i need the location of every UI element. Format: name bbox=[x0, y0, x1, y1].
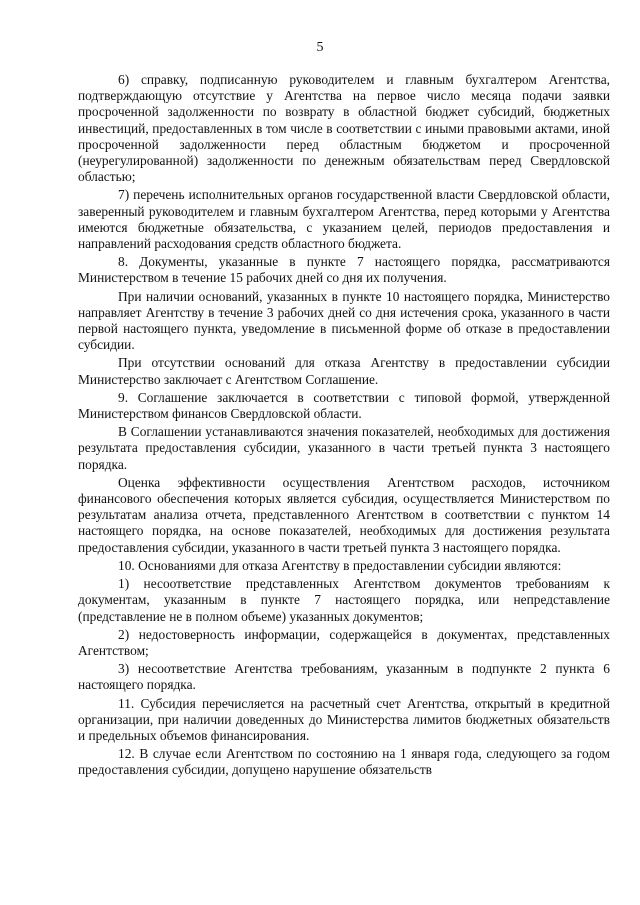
list-item-ground-3: 3) несоответствие Агентства требованиям, указанным в подпункте 2 пункта 6 настоящего порядка. bbox=[78, 661, 610, 693]
paragraph-agreement-conclusion: При отсутствии оснований для отказа Агентству в предоставлении субсидии Министерство заключает с Агентством Соглашение. bbox=[78, 355, 610, 387]
document-body bbox=[78, 72, 610, 779]
paragraph-efficiency-evaluation: Оценка эффективности осуществления Агентством расходов, источником финансового обеспечения которых является субсидия, осуществляется Министерством по результатам анализа отчета, представленного Агентством в соответствии с пунктом 14 настоящего порядка, на основе показателей, необходимых для достижения результата предоставления субсидии, указанного в части третьей пункта 3 настоящего порядка. bbox=[78, 474, 610, 555]
page-number: 5 bbox=[316, 40, 324, 55]
paragraph-12-violation: 12. В случае если Агентством по состоянию на 1 января года, следующего за годом предоставления субсидии, допущено нарушение обязательств bbox=[78, 746, 610, 778]
paragraph-8-review-period: 8. Документы, указанные в пункте 7 настоящего порядка, рассматриваются Министерством в течение 15 рабочих дней со дня их получения. bbox=[78, 254, 610, 286]
paragraph-indicators: В Соглашении устанавливаются значения показателей, необходимых для достижения результата предоставления субсидии, указанного в части третьей пункта 3 настоящего порядка. bbox=[78, 424, 610, 472]
paragraph-10-refusal-grounds: 10. Основаниями для отказа Агентству в предоставлении субсидии являются: bbox=[118, 557, 562, 573]
paragraph-refusal-notice: При наличии оснований, указанных в пункте 10 настоящего порядка, Министерство направляет Агентству в течение 3 рабочих дней со дня истечения срока, указанного в части первой настоящего пункта, уведомление в письменной форме об отказе в предоставлении субсидии. bbox=[78, 288, 610, 353]
paragraph-6-certificate: 6) справку, подписанную руководителем и главным бухгалтером Агентства, подтверждающую отсутствие у Агентства на первое число месяца подачи заявки просроченной задолженности по возврату в областной бюджет субсидий, бюджетных инвестиций, предоставленных в том числе в соответствии с иными правовыми актами, иной просроченной задолженности перед областным бюджетом и просроченной (неурегулированной) задолженности по денежным обязательствам перед Свердловской областью; bbox=[78, 72, 610, 185]
paragraph-11-transfer: 11. Субсидия перечисляется на расчетный счет Агентства, открытый в кредитной организации, при наличии доведенных до Министерства лимитов бюджетных обязательств и предельных объемов финансирования. bbox=[78, 695, 610, 743]
list-item-ground-2: 2) недостоверность информации, содержащейся в документах, представленных Агентством; bbox=[78, 626, 610, 658]
paragraph-9-standard-form: 9. Соглашение заключается в соответствии с типовой формой, утвержденной Министерством финансов Свердловской области. bbox=[78, 389, 610, 422]
list-item-ground-1: 1) несоответствие представленных Агентством документов требованиям к документам, указанным в пункте 7 настоящего порядка, или непредставление (представление не в полном объеме) указанных документов; bbox=[78, 576, 610, 624]
paragraph-7-authorities-list: 7) перечень исполнительных органов государственной власти Свердловской области, заверенный руководителем и главным бухгалтером Агентства, перед которыми у Агентства имеются бюджетные обязательства, с указанием целей, периодов предоставления и направлений расходования средств областного бюджета. bbox=[78, 187, 610, 252]
